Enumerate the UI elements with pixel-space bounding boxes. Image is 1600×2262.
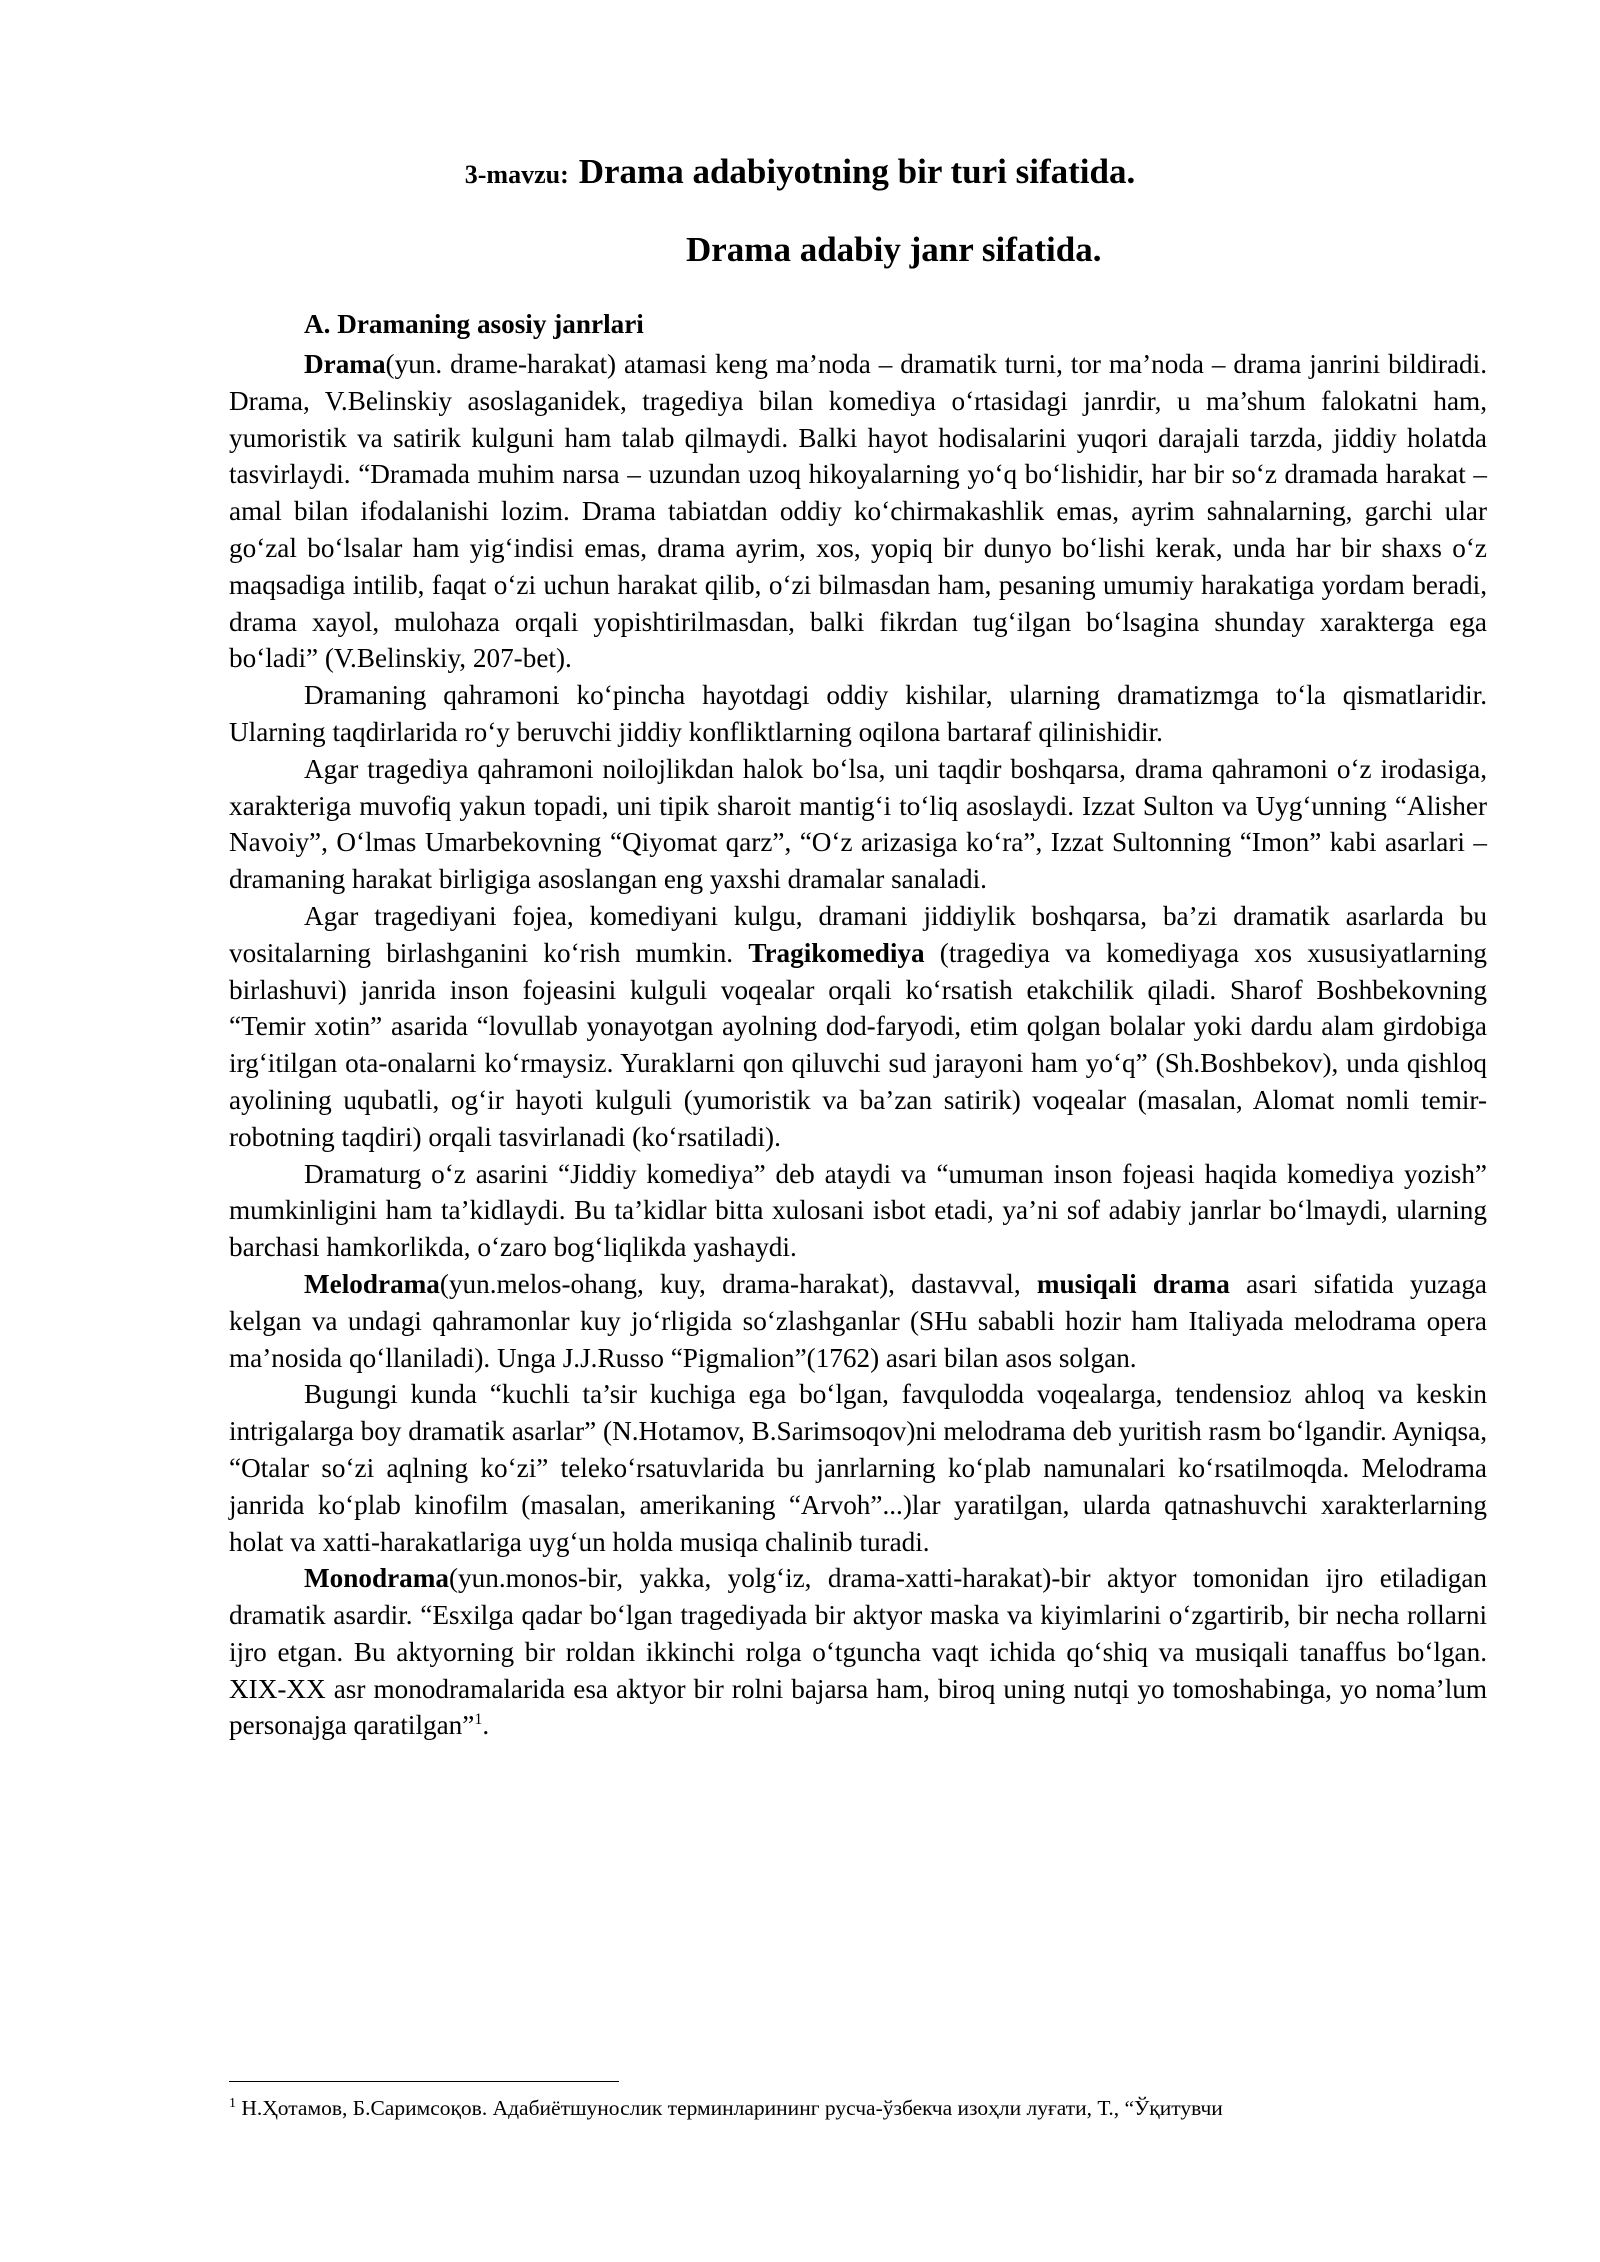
paragraph-dramaturg: Dramaturg o‘z asarini “Jiddiy komediya” deb ataydi va “umuman inson fojeasi haqida komediya yozish” mumkinligini ham ta’kidlaydi. Bu ta’kidlar bitta xulosani isbot etadi, ya’ni sof adabiy janrlar bo‘lmaydi, ularning barchasi hamkorlikda, o‘zaro bog‘liqlikda yashaydi. (229, 1158, 1487, 1263)
paragraph-today: Bugungi kunda “kuchli ta’sir kuchiga ega bo‘lgan, favqulodda voqealarga, tendensioz ahloq va keskin intrigalarga boy dramatik asarlar” (N.Hotamov, B.Sarimsoqov)ni melodrama deb yuritish rasm bo‘lgandir. Ayniqsa, “Otalar so‘zi aqlning ko‘zi” teleko‘rsatuvlarida bu janrlarning ko‘plab namunalari ko‘rsatilmoqda. Melodrama janrida ko‘plab kinofilm (masalan, amerikaning “Arvoh”...)lar yaratilgan, ularda qatnashuvchi xarakterlarning holat va xatti-harakatlariga uyg‘un holda musiqa chalinib turadi. (229, 1379, 1487, 1557)
topic-title-line1: Drama adabiyotning bir turi sifatida. (578, 152, 1136, 191)
topic-title-line2: Drama adabiy janr sifatida. (686, 230, 1102, 269)
paragraph-drama (229, 346, 1487, 677)
paragraph-text: asari sifatida yuzaga kelgan va undagi qahramonlar kuy jo‘rligida so‘zlashganlar (SHu sababli hozir ham Italiyada melodrama opera ma’nosida qo‘llaniladi). Unga J.J.Russo “Pigmalion”(1762) asari bilan asos solgan. (229, 1268, 1487, 1373)
footnote-reference[interactable]: 1 (474, 1711, 483, 1729)
paragraph-melodrama (229, 1266, 1487, 1376)
body-text (229, 346, 1487, 1744)
paragraph-text: (yun.monos-bir, yakka, yolg‘iz, drama-xatti-harakat)-bir aktyor tomonidan ijro etiladigan dramatik asardir. “Esxilga qadar bo‘lgan tragediyada bir aktyor maska va kiyimlarini o‘zgartirib, bir necha rollarni ijro etgan. Bu aktyorning bir roldan ikkinchi rolga o‘tguncha vaqt ichida qo‘shiq va musiqali tanaffus bo‘lgan. XIX-XX asr monodramalarida esa aktyor bir rolni bajarsa ham, biroq uning nutqi yo tomoshabinga, yo noma’lum personajga qaratilgan” (229, 1563, 1487, 1741)
term-monodrama: Monodrama (304, 1563, 449, 1594)
paragraph-monodrama (229, 1560, 1487, 1744)
paragraph-text: (yun. drame-harakat) atamasi keng ma’noda – dramatik turni, tor ma’noda – drama janrini bildiradi. Drama, V.Belinskiy asoslaganidek, tragediya bilan komediya o‘rtasidagi janrdir, u ma’shum falokatni ham, yumoristik va satirik kulguni ham talab qilmaydi. Balki hayot hodisalarini yuqori darajali tarzda, jiddiy holatda tasvirlaydi. “Dramada muhim narsa – uzundan uzoq hikoyalarning yo‘q bo‘lishidir, har bir so‘z dramada harakat – amal bilan ifodalanishi lozim. Drama tabiatdan oddiy ko‘chirmakashlik emas, ayrim sahnalarning, garchi ular go‘zal bo‘lsalar ham yig‘indisi emas, drama ayrim, xos, yopiq bir dunyo bo‘lishi kerak, unda har bir shaxs o‘z maqsadiga intilib, faqat o‘zi uchun harakat qilib, o‘zi bilmasdan ham, pesaning umumiy harakatiga yordam beradi, drama xayol, mulohaza orqali yopishtirilmasdan, balki fikrdan tug‘ilgan bo‘lsagina shunday xarakterga ega bo‘ladi” (V.Belinskiy, 207-bet). (229, 349, 1487, 674)
paragraph-text: (yun.melos-ohang, kuy, drama-harakat), dastavval, (439, 1268, 1037, 1299)
paragraph-text: Agar tragediyani fojea, komediyani kulgu, dramani jiddiylik boshqarsa, ba’zi dramatik asarlarda bu vositalarning birlashganini ko‘rish mumkin. (229, 900, 1487, 968)
term-musical-drama: musiqali drama (1036, 1268, 1230, 1299)
paragraph-text: (tragediya va komediyaga xos xususiyatlarning birlashuvi) janrida inson fojeasini kulguli voqealar orqali ko‘rsatish etakchilik qiladi. Sharof Boshbekovning “Temir xotin” asarida “lovullab yonayotgan ayolning dod-faryodi, etim qolgan bolalar yoki dardu alam girdobiga irg‘itilgan ota-onalarni ko‘rmaysiz. Yuraklarni qon qiluvchi sud jarayoni ham yo‘q” (Sh.Boshbekov), unda qishloq ayolining uqubatli, og‘ir hayoti kulguli (yumoristik va ba’zan satirik) voqealar (masalan, Alomat nomli temir-robotning taqdiri) orqali tasvirlanadi (ko‘rsatiladi). (229, 937, 1488, 1152)
footnote-text: Н.Ҳотамов, Б.Саримсоқов. Адабиётшунослик терминларининг русча-ўзбекча изоҳли луғати, Т., “Ўқитувчи (236, 2096, 1223, 2120)
paragraph-tragicomedy (229, 898, 1487, 1156)
footnote-separator (229, 2081, 619, 2082)
paragraph-tragedy: Agar tragediya qahramoni noilojlikdan halok bo‘lsa, uni taqdir boshqarsa, drama qahramoni o‘z irodasiga, xarakteriga muvofiq yakun topadi, uni tipik sharoit mantig‘i to‘liq asoslaydi. Izzat Sulton va Uyg‘unning “Alisher Navoiy”, O‘lmas Umarbekovning “Qiyomat qarz”, “O‘z arizasiga ko‘ra”, Izzat Sultonning “Imon” kabi asarlari – dramaning harakat birligiga asoslangan eng yaxshi dramalar sanaladi. (229, 753, 1487, 895)
term-melodrama: Melodrama (304, 1268, 440, 1299)
term-tragicomedy: Tragikomediya (748, 937, 925, 968)
topic-title (0, 152, 1600, 192)
footnote (229, 2093, 1487, 2123)
topic-label: 3-mavzu: (464, 160, 569, 189)
section-heading: A. Dramaning asosiy janrlari (304, 309, 644, 339)
footnote-mark: 1 (229, 2095, 236, 2111)
term-drama: Drama (304, 349, 386, 379)
paragraph-end: . (482, 1710, 490, 1741)
paragraph-hero: Dramaning qahramoni ko‘pincha hayotdagi oddiy kishilar, ularning dramatizmga to‘la qismatlaridir. Ularning taqdirlarida ro‘y beruvchi jiddiy konfliktlarning oqilona bartaraf qilinishidir. (229, 680, 1487, 747)
